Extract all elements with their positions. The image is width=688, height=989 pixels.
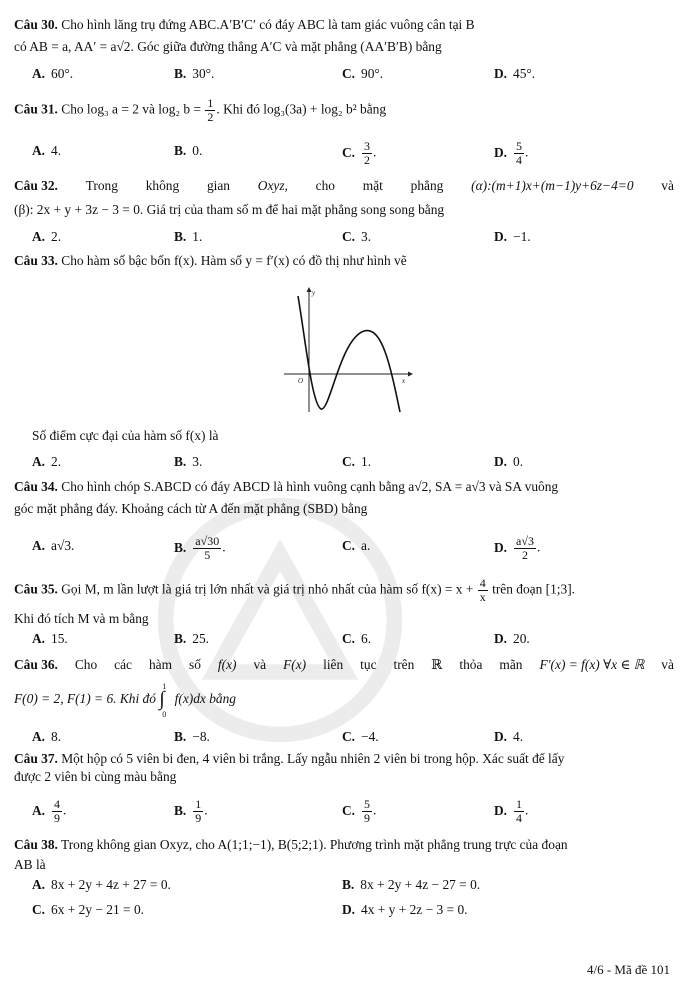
integral-sign: 1 ∫ 0 bbox=[159, 681, 167, 719]
q30-line2: có AB = a, AA′ = a√2. Góc giữa đường thẳng A′C và mặt phẳng (AA′B′B) bằng bbox=[14, 39, 442, 54]
q37-options bbox=[32, 797, 672, 825]
q33-question: Số điểm cực đại của hàm số f(x) là bbox=[32, 428, 219, 443]
q33-option-b[interactable]: B. 3. bbox=[174, 454, 203, 469]
q30-line1: Câu 30. Cho hình lăng trụ đứng ABC.A′B′C′ có đáy ABC là tam giác vuông cân tại B bbox=[14, 17, 475, 32]
q36-option-c[interactable]: C. −4. bbox=[342, 729, 379, 744]
q36-option-a[interactable]: A. 8. bbox=[32, 729, 62, 744]
graph-x-label: x bbox=[402, 377, 406, 385]
q31-option-b[interactable]: B. 0. bbox=[174, 143, 203, 158]
q38-options-row2 bbox=[32, 899, 672, 921]
graph-y-label: y bbox=[312, 289, 316, 297]
q33-option-c[interactable]: C. 1. bbox=[342, 454, 372, 469]
q38-option-b[interactable]: B. 8x + 2y + 4z − 27 = 0. bbox=[342, 877, 481, 892]
q35-option-a[interactable]: A. 15. bbox=[32, 631, 68, 646]
q37-line1: Câu 37. Một hộp có 5 viên bi đen, 4 viên bi trắng. Lấy ngẫu nhiên 2 viên bi trong hộp. Xác suất để lấy bbox=[14, 751, 565, 766]
q34-option-c[interactable]: C. a. bbox=[342, 538, 371, 553]
q33-line1: Câu 33. Cho hàm số bậc bốn f(x). Hàm số y = f′(x) có đồ thị như hình vẽ bbox=[14, 253, 407, 268]
q37-option-b[interactable]: B. $\frac{1}{9}$ . bbox=[174, 797, 208, 825]
q35-line1: Câu 35. Gọi M, m lần lượt là giá trị lớn nhất và giá trị nhỏ nhất của hàm số f(x) = x + $\frac{4}{x}$ trên đoạn [1;3]. bbox=[14, 576, 576, 604]
q34-option-d[interactable]: D. $\frac{a√3}{2}$ . bbox=[494, 534, 541, 562]
q35-option-c[interactable]: C. 6. bbox=[342, 631, 372, 646]
q31-options bbox=[32, 139, 672, 167]
q31-line1: Câu 31. Cho log₃ a = 2 và log₂ b = $\frac{1}{2}$ . Khi đó log₃(3a) + log₂ b² bằng bbox=[14, 96, 387, 124]
q37-option-c[interactable]: C. $\frac{5}{9}$ . bbox=[342, 797, 377, 825]
graph-origin-label: O bbox=[298, 377, 304, 385]
q38-option-a[interactable]: A. 8x + 2y + 4z + 27 = 0. bbox=[32, 877, 171, 892]
q34-line2: góc mặt phẳng đáy. Khoảng cách từ A đến mặt phẳng (SBD) bằng bbox=[14, 501, 368, 516]
q38-option-d[interactable]: D. 4x + y + 2z − 3 = 0. bbox=[342, 902, 468, 917]
q35-line2: Khi đó tích M và m bằng bbox=[14, 611, 149, 626]
q31-option-a[interactable]: A. 4. bbox=[32, 143, 62, 158]
q32-option-b[interactable]: B. 1. bbox=[174, 229, 203, 244]
q32-option-d[interactable]: D. −1. bbox=[494, 229, 531, 244]
page-footer: 4/6 - Mã đề 101 bbox=[586, 962, 670, 977]
q30-options bbox=[32, 63, 672, 85]
q30-option-c[interactable]: C. 90°. bbox=[342, 66, 384, 81]
q30-option-d[interactable]: D. 45°. bbox=[494, 66, 536, 81]
q32-line2: (β): 2x + y + 3z − 3 = 0. Giá trị của tham số m để hai mặt phẳng song song bằng bbox=[14, 202, 445, 217]
q30-option-b[interactable]: B. 30°. bbox=[174, 66, 215, 81]
q38-option-c[interactable]: C. 6x + 2y − 21 = 0. bbox=[32, 902, 144, 917]
q35-options bbox=[32, 628, 672, 650]
q35-option-d[interactable]: D. 20. bbox=[494, 631, 530, 646]
q31-fraction: $\frac{1}{2}$ bbox=[207, 96, 214, 124]
q38-line2: AB là bbox=[14, 857, 46, 872]
q36-options bbox=[32, 726, 672, 748]
q34-line1: Câu 34. Cho hình chóp S.ABCD có đáy ABCD là hình vuông cạnh bằng a√2, SA = a√3 và SA vuông bbox=[14, 479, 559, 494]
q30-option-a[interactable]: A. 60°. bbox=[32, 66, 74, 81]
q37-option-d[interactable]: D. $\frac{1}{4}$ . bbox=[494, 797, 529, 825]
q38-options-row1 bbox=[32, 874, 672, 896]
q34-option-b[interactable]: B. $\frac{a√30}{5}$ . bbox=[174, 534, 226, 562]
f-prime-curve bbox=[298, 296, 400, 412]
q31-option-d[interactable]: D. $\frac{5}{4}$ . bbox=[494, 139, 529, 167]
q36-line1: Câu 36. Cho các hàm số f(x) và F(x) liên tục trên ℝ thỏa mãn F′(x) = f(x) ∀x ∈ ℝ và bbox=[14, 657, 674, 672]
q33-option-a[interactable]: A. 2. bbox=[32, 454, 62, 469]
q36-option-d[interactable]: D. 4. bbox=[494, 729, 524, 744]
q35-option-b[interactable]: B. 25. bbox=[174, 631, 210, 646]
q32-option-a[interactable]: A. 2. bbox=[32, 229, 62, 244]
q34-options bbox=[32, 534, 672, 562]
q35-fraction: $\frac{4}{x}$ bbox=[479, 576, 486, 604]
x-axis-arrow-icon bbox=[408, 372, 413, 377]
y-axis-arrow-icon bbox=[307, 287, 312, 292]
q36-option-b[interactable]: B. −8. bbox=[174, 729, 210, 744]
q32-options bbox=[32, 226, 672, 248]
q38-line1: Câu 38. Trong không gian Oxyz, cho A(1;1;−1), B(5;2;1). Phương trình mặt phẳng trung trực của đoạn bbox=[14, 837, 568, 852]
q34-option-a[interactable]: A. a√3. bbox=[32, 538, 75, 553]
q33-option-d[interactable]: D. 0. bbox=[494, 454, 524, 469]
q31-option-c[interactable]: C. $\frac{3}{2}$ . bbox=[342, 139, 377, 167]
derivative-graph bbox=[282, 284, 414, 414]
q36-line2: F(0) = 2, F(1) = 6. Khi đó 1 ∫ 0 f(x)dx bằng bbox=[14, 681, 236, 719]
q32-option-c[interactable]: C. 3. bbox=[342, 229, 372, 244]
q33-options bbox=[32, 451, 672, 473]
q37-option-a[interactable]: A. $\frac{4}{9}$ . bbox=[32, 797, 67, 825]
q37-line2: được 2 viên bi cùng màu bằng bbox=[14, 769, 177, 784]
q32-line1: Câu 32. Trong không gian Oxyz, cho mặt phẳng (α):(m+1)x+(m−1)y+6z−4=0 và bbox=[14, 178, 674, 193]
